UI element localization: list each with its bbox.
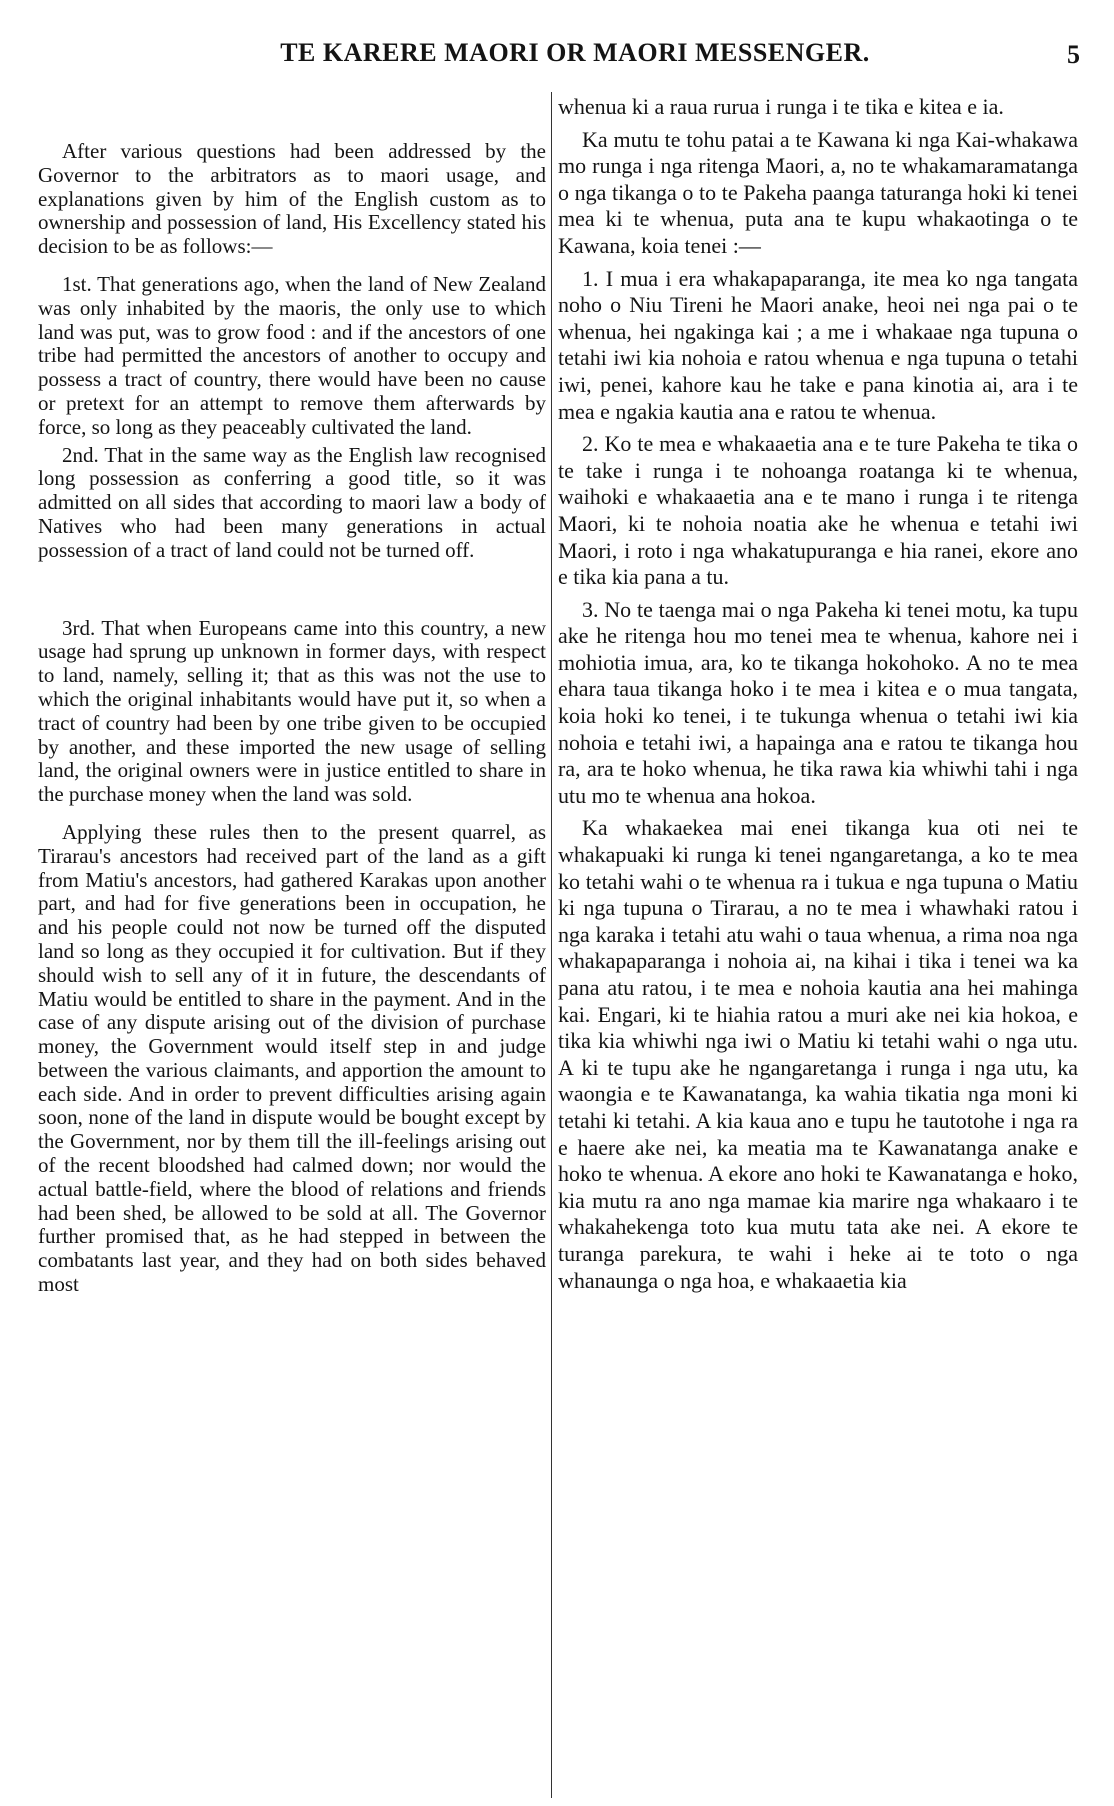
page-number: 5 [1067, 40, 1080, 69]
column-divider [551, 92, 552, 1798]
english-paragraph-1st: 1st. That generations ago, when the land of New Zealand was only inhabited by the maoris, the only use to which land was put, was to grow food : and if the ancestors of one tribe had permitted the ancestors of another to occupy and possess a tract of country, there would have been no cause or pretext for an attempt to remove them afterwards by force, so long as they peaceably cultivated the land. [38, 271, 546, 439]
running-head [70, 30, 1080, 80]
english-paragraph-applying: Applying these rules then to the present quarrel, as Tirarau's ancestors had received part of the land as a gift from Matiu's ancestors, had gathered Karakas upon another part, and had for five generations been in occupation, he and his people could not now be turned off the disputed land so long as they occupied it for cultivation. But if they should wish to sell any of it in future, the descendants of Matiu would be entitled to share in the payment. And in the case of any dispute arising out of the division of purchase money, the Government would itself step in and judge between the various claimants, and apportion the amount to each side. And in order to prevent difficulties arising again soon, none of the land in dispute would be bought except by the Government, nor by them till the ill-feelings arising out of the recent bloodshed had calmed down; nor would the actual battle-field, where the blood of relations and friends had been shed, be allowed to be sold at all. The Governor further promised that, as he had stepped in between the combatants last year, and they had on both sides behaved most [38, 819, 546, 1297]
page-title: TE KARERE MAORI OR MAORI MESSENGER. [280, 38, 870, 67]
maori-paragraph-1: 1. I mua i era whakapaparanga, ite mea ko nga tangata noho o Niu Tireni he Maori anake, heoi nei nga pai o te whenua, hei ngakinga kai ; a me i whakaae nga tupuna o tetahi iwi kia nohoia e ratou whenua e nga tupuna o tetahi iwi, penei, kahore kau he take e pana kinotia ai, ara i te mea e ngakia kautia ana e ratou te whenua. [558, 265, 1078, 424]
english-paragraph-intro: After various questions had been addressed by the Governor to the arbitrators as to maori usage, and explanations given by him of the English custom as to ownership and possession of land, His Excellency stated his decision to be as follows:— [38, 139, 546, 259]
english-paragraph-3rd: 3rd. That when Europeans came into this country, a new usage had sprung up unknown in former days, with respect to land, namely, selling it; that as this was not the use to which the original inhabitants would have put it, so when a tract of country had been by one tribe given to be occupied by another, and these imported the new usage of selling land, the original owners were in justice entitled to share in the purchase money when the land was sold. [38, 615, 546, 807]
maori-paragraph-intro: Ka mutu te tohu patai a te Kawana ki nga Kai-whakawa mo runga i nga ritenga Maori, a, no te whakamaramatanga o nga tikanga o to te Pakeha paanga taturanga hoki ki tenei mea ki te whenua, puta ana te kupu whakaotinga o te Kawana, koia tenei :— [558, 126, 1078, 258]
maori-paragraph-2: 2. Ko te mea e whakaaetia ana e te ture Pakeha te tika o te take i runga i te nohoanga roatanga ki te whenua, waihoki e whakaaetia ana e te mano i runga i te ritenga Maori, ki te nohoia noatia ake he whenua e tetahi iwi Maori, i roto i nga whakatupuranga e hia ranei, ekore ano e tika kia pana a tu. [558, 431, 1078, 590]
maori-paragraph-ka-whakaekea: Ka whakaekea mai enei tikanga kua oti nei te whakapuaki ki runga ki tenei ngangaretanga, a ko te mea ko tetahi wahi o te whenua ra i tukua e nga tupuna o Matiu ki nga tupuna o Tirarau, a no te mea i whawhaki ratou i nga karaka i tetahi atu wahi o taua whenua, a rima noa nga whakapaparanga i nohoia ai, na kihai i tika i tenei wa ka pana atu ratou, i te mea e nohoia kautia ana hei mahinga kai. Engari, ki te hiahia ratou a muri ake nei kia hokoa, e tika kia whiwhi nga iwi o Matiu ki tetahi wahi o nga utu. A ki te tupu ake he ngangaretanga i runga i nga utu, ka waongia e te Kawanatanga, ka wahia tikatia nga moni ki tetahi ki tetahi. A kia kaua ano e tupu he tautotohe i nga ra e haere ake nei, ka meatia ma te Kawanatanga anake e hoko te whenua. A ekore ano hoki te Kawanatanga e hoko, kia mutu ra ano nga mamae kia marire nga whakaaro i te whakahekenga toto kua mutu tata ake nei. A ekore te turanga parekura, te wahi i heke ai te toto o nga whanaunga o nga hoa, e whakaaetia kia [558, 815, 1078, 1293]
maori-column [558, 94, 1078, 1294]
english-column [38, 140, 546, 1297]
maori-paragraph-continuation: whenua ki a raua rurua i runga i te tika e kitea e ia. [558, 94, 1004, 119]
maori-paragraph-3: 3. No te taenga mai o nga Pakeha ki tenei motu, ka tupu ake he ritenga hou mo tenei mea te whenua, kahore nei i mohiotia imua, ara, ko te tikanga hokohoko. A no te mea ehara taua tikanga hoko i te mea i kitea e o mua tangata, koia hoki ko tenei, i te tukunga whenua o tetahi iwi kia nohoia e tetahi iwi, a hapainga ana e ratou te tikanga hou ra, ara te hoko whenua, he tika rawa kia whiwhi tahi i nga utu mo te whenua ana hokoa. [558, 596, 1078, 808]
english-paragraph-2nd: 2nd. That in the same way as the English law recognised long possession as conferring a good title, so it was admitted on all sides that according to maori law a body of Natives who had been many generations in actual possession of a tract of land could not be turned off. [38, 442, 546, 562]
